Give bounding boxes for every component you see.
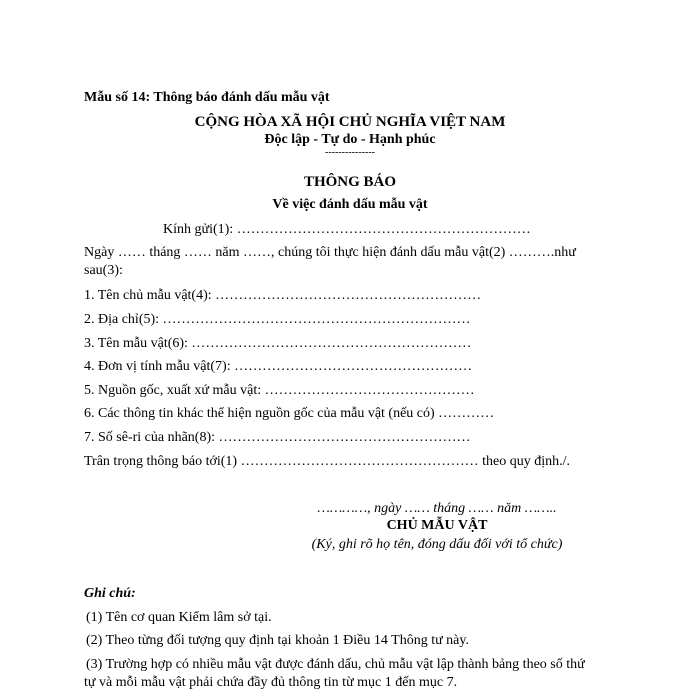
closing-line: Trân trọng thông báo tới(1) …………………………………………… theo quy định./.	[84, 454, 570, 469]
note-item: (1) Tên cơ quan Kiểm lâm sở tại.	[86, 610, 272, 625]
field-specimen-name: 3. Tên mẫu vật(6): ……………………………………………………	[84, 336, 472, 351]
document-title: THÔNG BÁO	[303, 174, 397, 190]
field-owner-name: 1. Tên chủ mẫu vật(4): …………………………………………………	[84, 288, 482, 303]
signature-date-line: …………, ngày …… tháng …… năm ……..	[317, 501, 557, 516]
header-divider: ---------------	[325, 147, 375, 158]
intro-line-1: Ngày …… tháng …… năm ……, chúng tôi thực hiện đánh dấu mẫu vật(2) ……….như	[84, 245, 576, 260]
document-subtitle: Về việc đánh dấu mẫu vật	[272, 197, 428, 212]
notes-heading: Ghi chú:	[84, 586, 136, 601]
field-label-serial: 7. Số sê-ri của nhãn(8): ………………………………………………	[84, 430, 471, 445]
national-motto: Độc lập - Tự do - Hạnh phúc	[264, 132, 436, 147]
note-item: tự và mỗi mẫu vật phải chứa đầy đủ thông tin từ mục 1 đến mục 7.	[84, 675, 458, 690]
note-item: (2) Theo từng đối tượng quy định tại khoản 1 Điều 14 Thông tư này.	[86, 633, 469, 648]
field-origin: 5. Nguồn gốc, xuất xứ mẫu vật: ………………………………………	[84, 383, 475, 398]
country-name: CỘNG HÒA XÃ HỘI CHỦ NGHĨA VIỆT NAM	[194, 114, 506, 130]
recipient-line: Kính gửi(1): ………………………………………………………	[163, 222, 531, 237]
field-unit: 4. Đơn vị tính mẫu vật(7): ……………………………………………	[84, 359, 473, 374]
field-address: 2. Địa chỉ(5): …………………………………………………………	[84, 312, 471, 327]
signature-note: (Ký, ghi rõ họ tên, đóng dấu đối với tổ chức)	[311, 537, 563, 552]
note-item: (3) Trường hợp có nhiều mẫu vật được đánh dấu, chủ mẫu vật lập thành bảng theo số thứ	[86, 657, 585, 672]
field-other-info: 6. Các thông tin khác thể hiện nguồn gốc của mẫu vật (nếu có) …………	[84, 406, 495, 421]
form-label: Mẫu số 14: Thông báo đánh dấu mẫu vật	[84, 90, 330, 105]
intro-line-2: sau(3):	[84, 263, 123, 278]
signature-title: CHỦ MẪU VẬT	[386, 518, 488, 533]
